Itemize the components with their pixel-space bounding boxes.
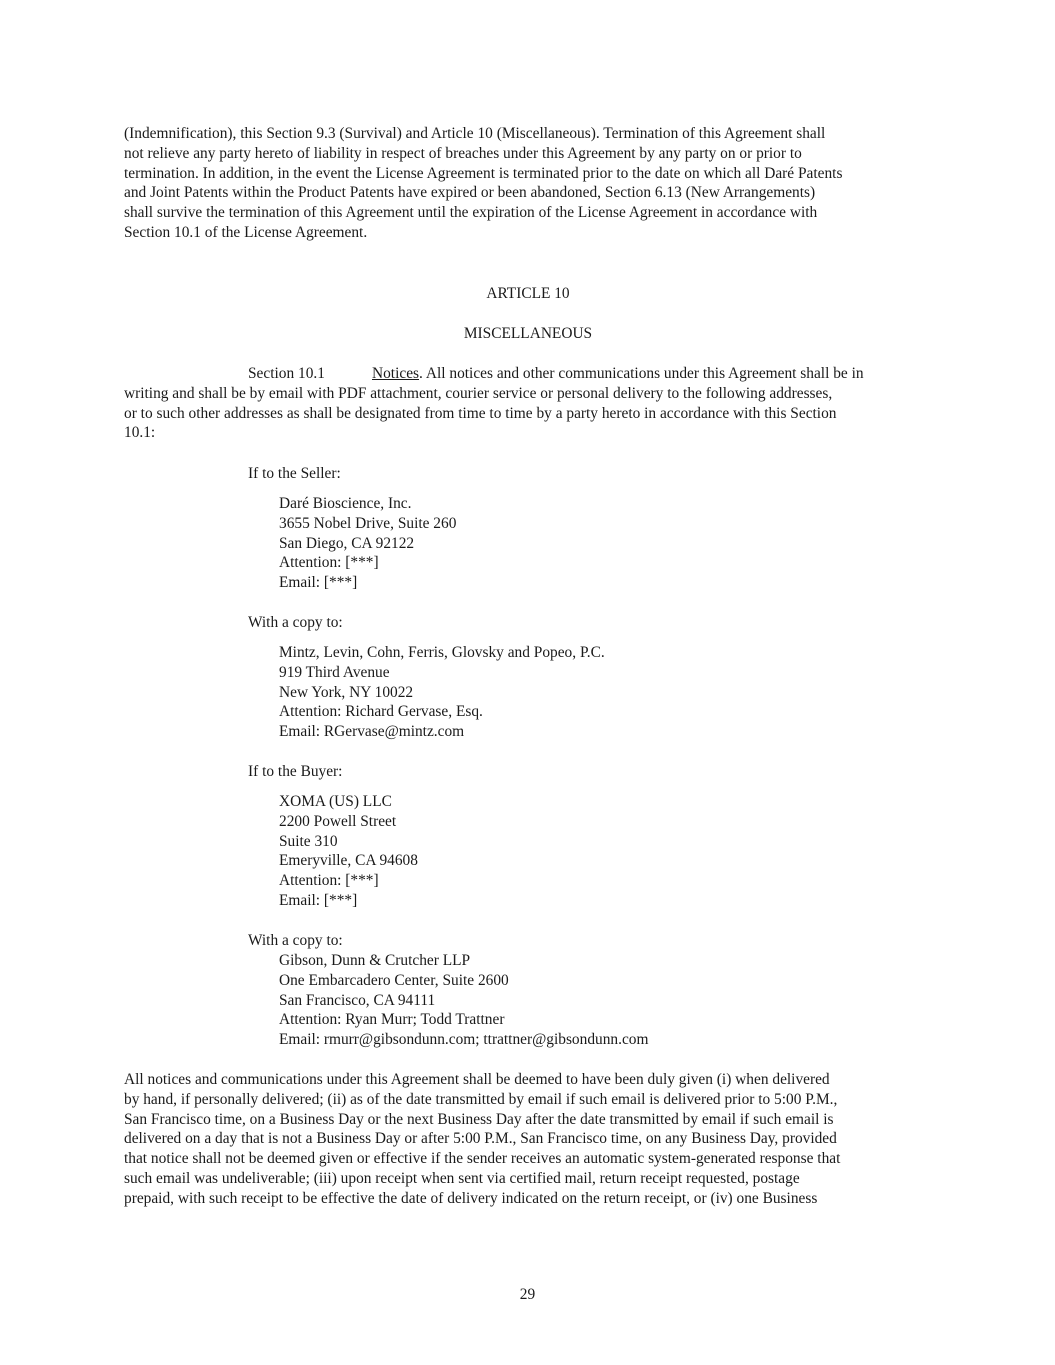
address-line: Mintz, Levin, Cohn, Ferris, Glovsky and Popeo, P.C. — [279, 644, 605, 661]
section-line: or to such other addresses as shall be designated from time to time by a party hereto in accordance with this Section — [124, 404, 837, 422]
buyer-address — [279, 792, 418, 911]
closing-line: by hand, if personally delivered; (ii) as of the date transmitted by email if such email is delivered prior to 5:00 P.M., — [124, 1090, 838, 1108]
intro-line: not relieve any party hereto of liability in respect of breaches under this Agreement by any party on or prior to — [124, 144, 802, 162]
address-line: One Embarcadero Center, Suite 2600 — [279, 971, 509, 989]
section-title: Notices — [372, 365, 420, 382]
address-line: Attention: Richard Gervase, Esq. — [279, 703, 483, 721]
intro-paragraph — [124, 124, 932, 243]
address-line: Emeryville, CA 94608 — [279, 852, 418, 870]
address-line: 2200 Powell Street — [279, 812, 397, 830]
seller-copy-address — [279, 643, 605, 742]
intro-line: and Joint Patents within the Product Patents have expired or been abandoned, Section 6.13 (New Arrangements) — [124, 184, 816, 202]
closing-line: such email was undeliverable; (iii) upon receipt when sent via certified mail, return receipt requested, postage — [124, 1169, 800, 1187]
closing-line: All notices and communications under this Agreement shall be deemed to have been duly given (i) when delivered — [124, 1071, 830, 1088]
section-10-1-paragraph — [124, 364, 932, 443]
address-line: Attention: [***] — [279, 554, 379, 572]
closing-paragraph — [124, 1070, 932, 1209]
address-line: Email: [***] — [279, 574, 358, 592]
buyer-label: If to the Buyer: — [248, 763, 343, 780]
address-line: Email: rmurr@gibsondunn.com; ttrattner@gibsondunn.com — [279, 1031, 649, 1049]
section-line: writing and shall be by email with PDF attachment, courier service or personal delivery to the following addresses, — [124, 384, 833, 402]
seller-label: If to the Seller: — [248, 465, 341, 482]
document-page — [124, 124, 932, 1207]
closing-line: that notice shall not be deemed given or effective if the sender receives an automatic system-generated response that — [124, 1150, 841, 1168]
section-first-line — [124, 364, 932, 384]
section-first-line-text: . All notices and other communications under this Agreement shall be in — [419, 365, 864, 382]
seller-copy-label: With a copy to: — [248, 614, 343, 631]
intro-line: shall survive the termination of this Agreement until the expiration of the License Agreement in accordance with — [124, 204, 818, 222]
address-line: New York, NY 10022 — [279, 683, 414, 701]
buyer-copy-address — [279, 951, 648, 1050]
address-line: Attention: [***] — [279, 872, 379, 890]
address-line: Daré Bioscience, Inc. — [279, 495, 412, 512]
closing-line: San Francisco time, on a Business Day or the next Business Day after the date transmitted by email if such email is — [124, 1110, 834, 1128]
article-title: MISCELLANEOUS — [463, 325, 593, 342]
closing-line: prepaid, with such receipt to be effective the date of delivery indicated on the return receipt, or (iv) one Business — [124, 1189, 818, 1207]
address-line: Email: RGervase@mintz.com — [279, 723, 465, 741]
buyer-copy-label: With a copy to: — [248, 932, 343, 949]
page-number: 29 — [519, 1286, 536, 1303]
address-line: Gibson, Dunn & Crutcher LLP — [279, 952, 471, 969]
address-line: 919 Third Avenue — [279, 663, 390, 681]
article-number: ARTICLE 10 — [486, 285, 570, 302]
section-line: 10.1: — [124, 424, 156, 442]
address-line: 3655 Nobel Drive, Suite 260 — [279, 514, 457, 532]
intro-line: termination. In addition, in the event the License Agreement is terminated prior to the date on which all Daré Patents — [124, 164, 843, 182]
seller-address — [279, 494, 456, 593]
closing-line: delivered on a day that is not a Business Day or after 5:00 P.M., San Francisco time, on any Business Day, provided — [124, 1130, 837, 1148]
address-line: San Diego, CA 92122 — [279, 534, 415, 552]
intro-line: (Indemnification), this Section 9.3 (Survival) and Article 10 (Miscellaneous). Termination of this Agreement shall — [124, 125, 826, 142]
intro-line: Section 10.1 of the License Agreement. — [124, 223, 368, 241]
address-line: San Francisco, CA 94111 — [279, 991, 436, 1009]
address-line: Suite 310 — [279, 832, 338, 850]
section-number: Section 10.1 — [248, 365, 325, 382]
address-line: Attention: Ryan Murr; Todd Trattner — [279, 1011, 505, 1029]
address-line: XOMA (US) LLC — [279, 793, 392, 810]
address-line: Email: [***] — [279, 891, 358, 909]
